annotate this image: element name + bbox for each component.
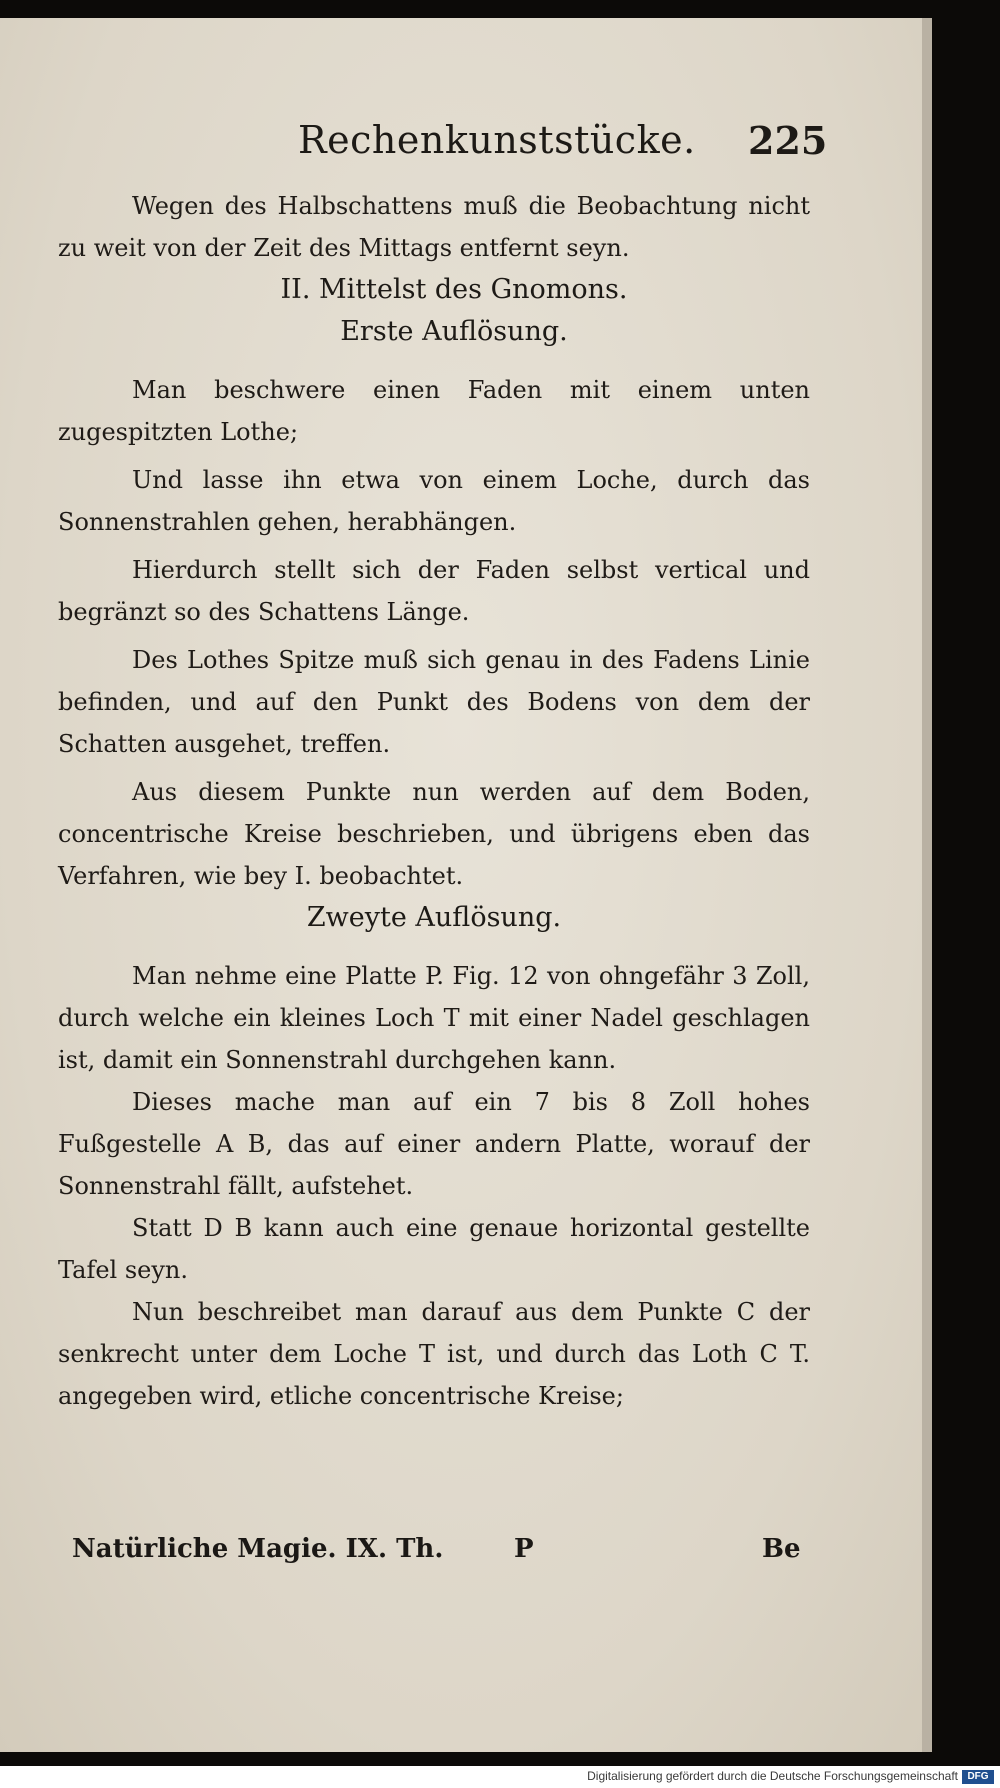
page-edge [922, 18, 932, 1752]
paragraph: Nun beschreibet man darauf aus dem Punkte C der senkrecht unter dem Loche T ist, und durch das Loth C T. angegeben wird, etliche concentrische Kreise; [58, 1298, 810, 1410]
paragraph: Man nehme eine Platte P. Fig. 12 von ohngefähr 3 Zoll, durch welche ein kleines Loch T mit einer Nadel geschlagen ist, damit ein Sonnenstrahl durchgehen kann. [58, 962, 810, 1074]
paragraph: Hierdurch stellt sich der Faden selbst vertical und begränzt so des Schattens Länge. [58, 556, 810, 626]
subsection-heading: Zweyte Auflösung. [306, 902, 562, 933]
digitization-credit: Digitalisierung gefördert durch die Deutsche Forschungsgemeinschaft [587, 1769, 958, 1783]
running-title: Rechenkunststücke. [298, 118, 696, 162]
paragraph: Des Lothes Spitze muß sich genau in des Fadens Linie befinden, und auf den Punkt des Bodens von dem der Schatten ausgehet, treffen. [58, 646, 810, 758]
digitization-bar [0, 1766, 1000, 1788]
body-text [58, 185, 810, 1417]
page-number: 225 [748, 118, 828, 163]
signature-line: Natürliche Magie. IX. Th. [72, 1534, 444, 1564]
subsection-heading: Erste Auflösung. [340, 316, 568, 347]
signature-mark: P [514, 1534, 534, 1564]
paragraph: Statt D B kann auch eine genaue horizontal gestellte Tafel seyn. [58, 1214, 810, 1284]
section-heading: II. Mittelst des Gnomons. [280, 274, 628, 305]
dfg-logo: DFG [962, 1770, 994, 1784]
paragraph: Und lasse ihn etwa von einem Loche, durch das Sonnenstrahlen gehen, herabhängen. [58, 466, 810, 536]
running-head [0, 118, 922, 168]
paragraph: Man beschwere einen Faden mit einem unten zugespitzten Lothe; [58, 376, 810, 446]
paragraph: Dieses mache man auf ein 7 bis 8 Zoll hohes Fußgestelle A B, das auf einer andern Platte, worauf der Sonnenstrahl fällt, aufstehet. [58, 1088, 810, 1200]
paragraph: Aus diesem Punkte nun werden auf dem Boden, concentrische Kreise beschrieben, und übrigens eben das Verfahren, wie bey I. beobachtet. [58, 778, 810, 890]
catchword: Be [762, 1534, 801, 1564]
paragraph: Wegen des Halbschattens muß die Beobachtung nicht zu weit von der Zeit des Mittags entfernt seyn. [58, 192, 810, 262]
page-footer [72, 1534, 812, 1574]
